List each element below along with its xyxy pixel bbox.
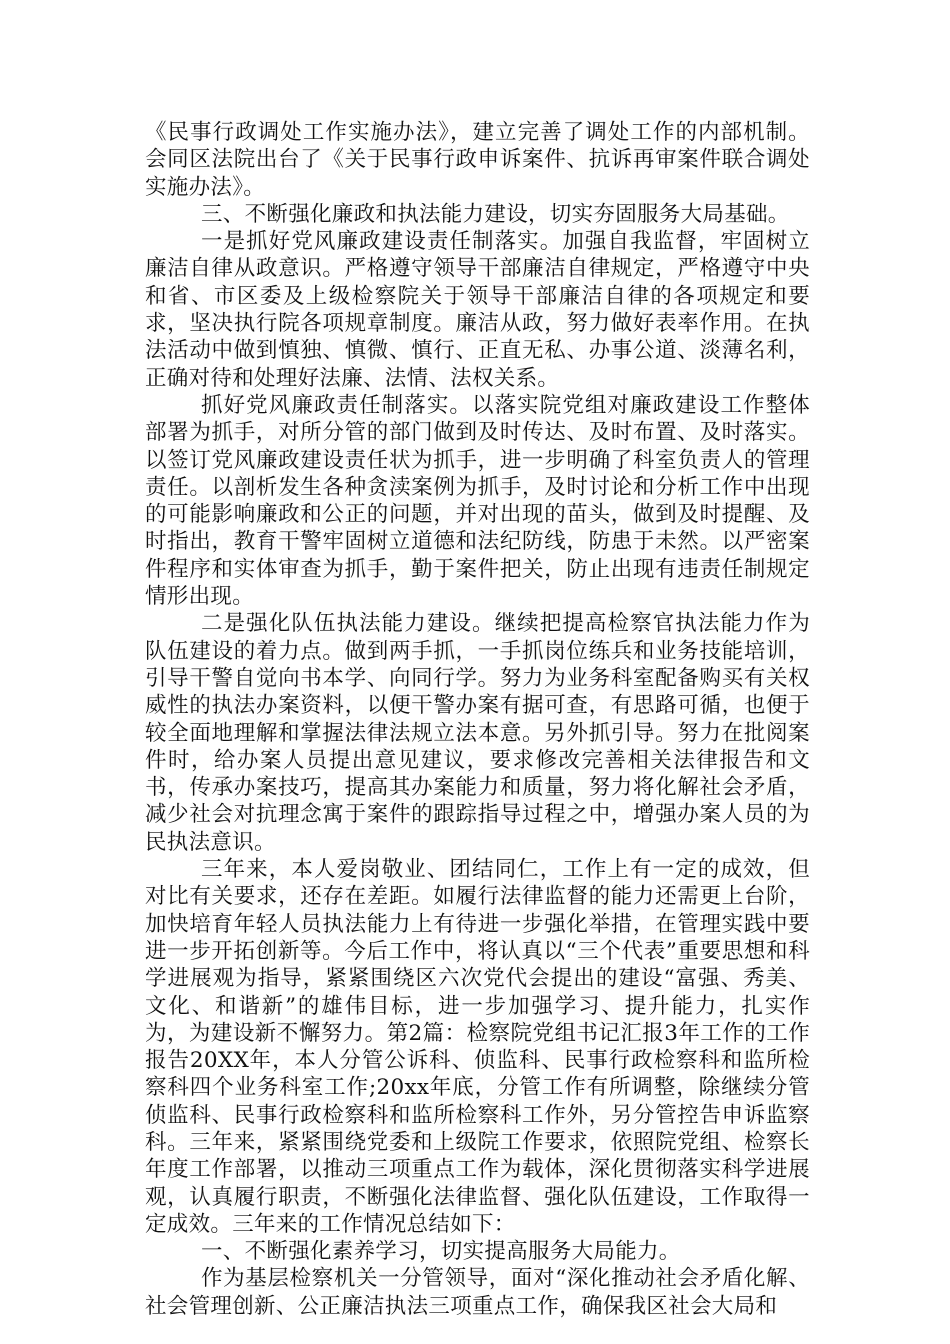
paragraph: 作为基层检察机关一分管领导，面对“深化推动社会矛盾化解、社会管理创新、公正廉洁执法三项重点工作，确保我区社会大局和 [145,1266,810,1319]
paragraph: 二是强化队伍执法能力建设。继续把提高检察官执法能力作为队伍建设的着力点。做到两手抓，一手抓岗位练兵和业务技能培训，引导干警自觉向书本学、向同行学。努力为业务科室配备购买有关权威性的执法办案资料，以便干警办案有据可查，有思路可循，也便于较全面地理解和掌握法律法规立法本意。另外抓引导。努力在批阅案件时，给办案人员提出意见建议，要求修改完善相关法律报告和文书，传承办案技巧，提高其办案能力和质量，努力将化解社会矛盾，减少社会对抗理念寓于案件的跟踪指导过程之中，增强办案人员的为民执法意识。 [145,611,810,855]
paragraph: 三年来，本人爱岗敬业、团结同仁，工作上有一定的成效，但对比有关要求，还存在差距。如履行法律监督的能力还需更上台阶，加快培育年轻人员执法能力上有待进一步强化举措，在管理实践中要进一步开拓创新等。今后工作中，将认真以“三个代表”重要思想和科学进展观为指导，紧紧围绕区六次党代会提出的建设“富强、秀美、文化、和谐新”的雄伟目标，进一步加强学习、提升能力，扎实作为，为建设新不懈努力。第2篇：检察院党组书记汇报3年工作的工作报告20XX年，本人分管公诉科、侦监科、民事行政检察科和监所检察科四个业务科室工作;20xx年底，分管工作有所调整，除继续分管侦监科、民事行政检察科和监所检察科工作外，另分管控告申诉监察科。三年来，紧紧围绕党委和上级院工作要求，依照院党组、检察长年度工作部署，以推动三项重点工作为载体，深化贯彻落实科学进展观，认真履行职责，不断强化法律监督、强化队伍建设，工作取得一定成效。三年来的工作情况总结如下： [145,857,810,1237]
section-heading: 三、不断强化廉政和执法能力建设，切实夯固服务大局基础。 [201,201,790,227]
paragraph: 抓好党风廉政责任制落实。以落实院党组对廉政建设工作整体部署为抓手，对所分管的部门做到及时传达、及时布置、及时落实。以签订党风廉政建设责任状为抓手，进一步明确了科室负责人的管理责任。以剖析发生各种贪渎案例为抓手，及时讨论和分析工作中出现的可能影响廉政和公正的问题，并对出现的苗头，做到及时提醒、及时指出，教育干警牢固树立道德和法纪防线，防患于未然。以严密案件程序和实体审查为抓手，勤于案件把关，防止出现有违责任制规定情形出现。 [145,392,810,610]
paragraph: 《民事行政调处工作实施办法》，建立完善了调处工作的内部机制。会同区法院出台了《关于民事行政申诉案件、抗诉再审案件联合调处实施办法》。 [145,120,810,200]
paragraph: 一是抓好党风廉政建设责任制落实。加强自我监督，牢固树立廉洁自律从政意识。严格遵守领导干部廉洁自律规定，严格遵守中央和省、市区委及上级检察院关于领导干部廉洁自律的各项规定和要求，坚决执行院各项规章制度。廉洁从政，努力做好表率作用。在执法活动中做到慎独、慎微、慎行、正直无私、办事公道、淡薄名利，正确对待和处理好法廉、法情、法权关系。 [145,229,810,391]
document-body [145,119,810,1320]
section-heading: 一、不断强化素养学习，切实提高服务大局能力。 [201,1239,681,1265]
